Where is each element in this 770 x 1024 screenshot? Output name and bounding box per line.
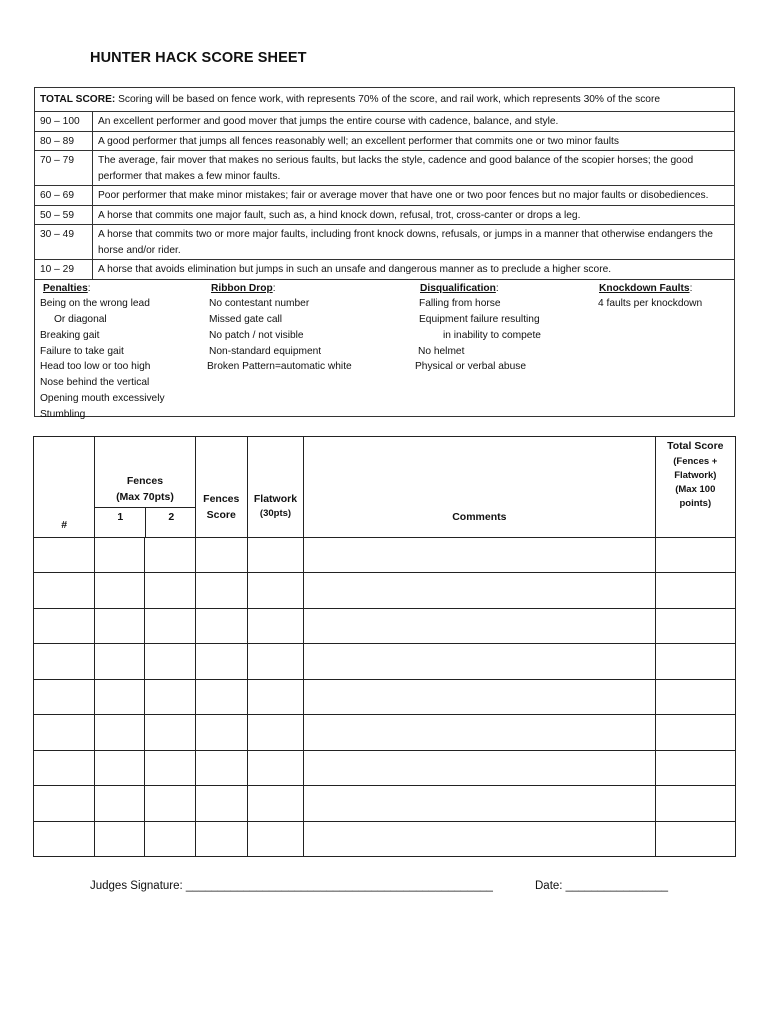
knockdown-header: Knockdown Faults: [599, 282, 690, 294]
total-score-cell[interactable]: [655, 573, 735, 608]
knockdown-item: 4 faults per knockdown: [598, 298, 703, 310]
score-range-row: [35, 112, 734, 131]
total-score-row: [35, 88, 734, 112]
score-range-row: [35, 205, 734, 225]
total-score-cell[interactable]: [655, 679, 735, 714]
fences-score-cell[interactable]: [195, 679, 247, 714]
fence-2-cell[interactable]: [145, 538, 195, 573]
fence-1-header: 1: [117, 511, 124, 523]
rider-number-header: #: [34, 437, 95, 538]
score-entry-row: [34, 786, 736, 821]
fences-score-cell[interactable]: [195, 608, 247, 643]
penalty-item: Or diagonal: [54, 314, 107, 326]
score-range-description: A horse that commits one major fault, such as, a hind knock down, refusal, trot, cross-canter or drops a leg.: [93, 205, 735, 225]
score-range-table: [35, 112, 734, 280]
fences-score-cell[interactable]: [195, 750, 247, 785]
fence-2-cell[interactable]: [145, 715, 195, 750]
fence-1-cell[interactable]: [95, 750, 145, 785]
fences-header: [95, 437, 195, 538]
penalty-item: Opening mouth excessively: [40, 393, 165, 405]
score-entry-row: [34, 573, 736, 608]
score-range: 80 – 89: [35, 131, 93, 151]
score-range-description: An excellent performer and good mover that jumps the entire course with cadence, balance, and style.: [93, 112, 735, 131]
fence-1-cell[interactable]: [95, 786, 145, 821]
score-entry-row: [34, 679, 736, 714]
page-title: HUNTER HACK SCORE SHEET: [90, 50, 307, 66]
rider-number-cell[interactable]: [34, 644, 95, 679]
judges-signature-line[interactable]: Judges Signature: ________________________________________________: [90, 880, 493, 892]
knockdown-column: Knockdown Faults: 4 faults per knockdown: [598, 281, 702, 313]
fence-2-cell[interactable]: [145, 573, 195, 608]
penalty-item: Head too low or too high: [40, 361, 151, 373]
penalty-item: Breaking gait: [40, 329, 100, 341]
penalty-item: Failure to take gait: [40, 345, 124, 357]
fence-2-cell[interactable]: [145, 786, 195, 821]
score-range-description: A horse that commits two or more major faults, including front knock downs, refusals, or jumps in a manner that otherwise endangers the horse and/or rider.: [93, 225, 735, 260]
fence-1-cell[interactable]: [95, 715, 145, 750]
comments-cell[interactable]: [304, 573, 656, 608]
ribbon-drop-item: Missed gate call: [209, 314, 283, 326]
score-entry-row: [34, 608, 736, 643]
flatwork-cell[interactable]: [247, 679, 303, 714]
score-range-description: A good performer that jumps all fences reasonably well; an excellent performer that commits one or two minor faults: [93, 131, 735, 151]
flatwork-cell[interactable]: [247, 644, 303, 679]
disqualification-item: Equipment failure resulting: [419, 314, 540, 326]
fence-1-cell[interactable]: [95, 644, 145, 679]
flatwork-cell[interactable]: [247, 608, 303, 643]
total-score-cell[interactable]: [655, 786, 735, 821]
penalties-column: Penalties: Being on the wrong lead Or diagonal Breaking gait Failure to take gait Head too low or too high Nose behind the vertical Opening mouth excessively Stumbling: [40, 281, 165, 423]
total-score-cell[interactable]: [655, 538, 735, 573]
flatwork-cell[interactable]: [247, 715, 303, 750]
score-range-description: A horse that avoids elimination but jumps in such an unsafe and dangerous manner as to preclude a higher score.: [93, 260, 735, 280]
fence-1-cell[interactable]: [95, 821, 145, 857]
fence-1-cell[interactable]: [95, 608, 145, 643]
total-score-header: Total Score (Fences + Flatwork) (Max 100 points): [655, 437, 735, 538]
score-entry-row: [34, 821, 736, 857]
score-entry-row: [34, 750, 736, 785]
fences-score-cell[interactable]: [195, 573, 247, 608]
fence-1-cell[interactable]: [95, 679, 145, 714]
rider-number-cell[interactable]: [34, 538, 95, 573]
comments-cell[interactable]: [304, 821, 656, 857]
score-entry-grid: [33, 436, 736, 857]
score-range: 30 – 49: [35, 225, 93, 260]
disqualification-item: Falling from horse: [419, 298, 501, 310]
scoring-rubric: [34, 87, 735, 420]
disqualification-column: Disqualification: Falling from horse Equipment failure resulting in inability to compete No helmet Physical or verbal abuse: [419, 281, 541, 376]
flatwork-cell[interactable]: [247, 750, 303, 785]
disqualification-item: Physical or verbal abuse: [415, 361, 526, 373]
total-score-cell[interactable]: [655, 821, 735, 857]
fences-score-cell[interactable]: [195, 715, 247, 750]
disqualification-item: No helmet: [418, 345, 465, 357]
score-range: 50 – 59: [35, 205, 93, 225]
fences-score-cell[interactable]: [195, 821, 247, 857]
disqualification-header: Disqualification: [420, 282, 496, 294]
score-range-row: [35, 260, 734, 280]
rider-number-cell[interactable]: [34, 786, 95, 821]
score-entry-row: [34, 715, 736, 750]
comments-cell[interactable]: [304, 750, 656, 785]
ribbon-drop-column: Ribbon Drop: No contestant number Missed gate call No patch / not visible Non-standard equipment Broken Pattern=automatic white: [209, 281, 352, 376]
penalty-item: Being on the wrong lead: [40, 298, 150, 310]
rider-number-cell[interactable]: [34, 750, 95, 785]
ribbon-drop-header: Ribbon Drop: [211, 282, 273, 294]
total-score-cell[interactable]: [655, 608, 735, 643]
fence-1-cell[interactable]: [95, 573, 145, 608]
fence-2-cell[interactable]: [145, 679, 195, 714]
flatwork-cell[interactable]: [247, 538, 303, 573]
score-range: 60 – 69: [35, 186, 93, 206]
flatwork-cell[interactable]: [247, 786, 303, 821]
penalties-header: Penalties: [43, 282, 88, 294]
score-range: 90 – 100: [35, 112, 93, 131]
ribbon-drop-item: Broken Pattern=automatic white: [207, 361, 352, 373]
score-range-row: [35, 151, 734, 186]
flatwork-cell[interactable]: [247, 821, 303, 857]
score-range-row: [35, 131, 734, 151]
comments-header: Comments: [304, 437, 656, 538]
fence-2-cell[interactable]: [145, 608, 195, 643]
comments-cell[interactable]: [304, 679, 656, 714]
fences-score-cell[interactable]: [195, 786, 247, 821]
ribbon-drop-item: No contestant number: [209, 298, 310, 310]
score-range: 70 – 79: [35, 151, 93, 186]
faults-section: [35, 280, 734, 430]
fence-2-header: 2: [168, 511, 175, 523]
comments-cell[interactable]: [304, 715, 656, 750]
score-range: 10 – 29: [35, 260, 93, 280]
total-score-cell[interactable]: [655, 750, 735, 785]
total-score-text: Scoring will be based on fence work, with represents 70% of the score, and rail work, which represents 30% of the score: [118, 94, 661, 105]
total-score-cell[interactable]: [655, 644, 735, 679]
fences-score-header: Fences Score: [195, 437, 247, 538]
fence-2-cell[interactable]: [145, 821, 195, 857]
date-line[interactable]: Date: ________________: [535, 880, 669, 892]
rider-number-cell[interactable]: [34, 715, 95, 750]
fence-1-cell[interactable]: [95, 538, 145, 573]
disqualification-item: in inability to compete: [443, 329, 541, 341]
ribbon-drop-item: No patch / not visible: [209, 329, 304, 341]
score-range-row: [35, 225, 734, 260]
score-range-description: Poor performer that make minor mistakes; fair or average mover that have one or two poor fences but no major faults or disobediences.: [93, 186, 735, 206]
penalty-item: Nose behind the vertical: [40, 377, 150, 389]
fences-score-cell[interactable]: [195, 538, 247, 573]
rider-number-cell[interactable]: [34, 679, 95, 714]
score-range-row: [35, 186, 734, 206]
fence-2-cell[interactable]: [145, 750, 195, 785]
total-score-label: TOTAL SCORE:: [40, 94, 116, 105]
fences-max-label: (Max 70pts): [116, 491, 174, 503]
score-entry-row: [34, 644, 736, 679]
fences-score-cell[interactable]: [195, 644, 247, 679]
flatwork-header: Flatwork (30pts): [247, 437, 303, 538]
rider-number-cell[interactable]: [34, 821, 95, 857]
comments-cell[interactable]: [304, 644, 656, 679]
comments-cell[interactable]: [304, 538, 656, 573]
score-range-description: The average, fair mover that makes no serious faults, but lacks the style, cadence and good balance of the scopier horses; the good performer that makes a few minor faults.: [93, 151, 735, 186]
fence-2-cell[interactable]: [145, 644, 195, 679]
rider-number-cell[interactable]: [34, 608, 95, 643]
ribbon-drop-item: Non-standard equipment: [209, 345, 322, 357]
comments-cell[interactable]: [304, 608, 656, 643]
total-score-cell[interactable]: [655, 715, 735, 750]
score-entry-row: [34, 538, 736, 573]
penalty-item: Stumbling: [40, 408, 86, 420]
comments-cell[interactable]: [304, 786, 656, 821]
fences-label: Fences: [126, 475, 164, 487]
rider-number-cell[interactable]: [34, 573, 95, 608]
flatwork-cell[interactable]: [247, 573, 303, 608]
